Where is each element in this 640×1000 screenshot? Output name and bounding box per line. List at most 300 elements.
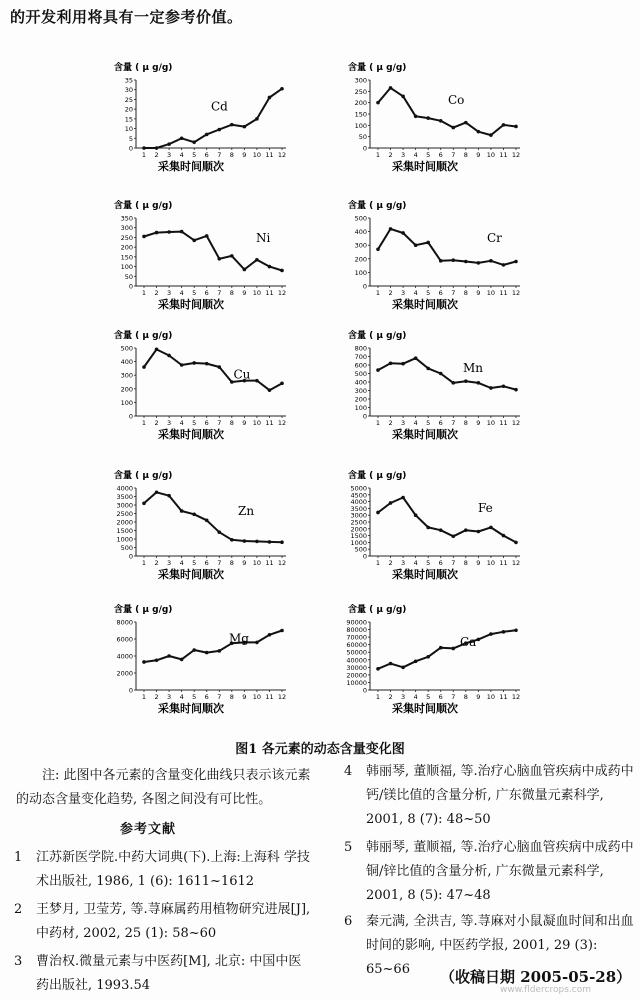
- chart-svg: [96, 600, 296, 720]
- data-point: [514, 388, 518, 392]
- data-point: [268, 633, 272, 637]
- chart-cr: [330, 196, 530, 316]
- x-tick-label: 6: [204, 289, 209, 297]
- chart-mn: [330, 326, 530, 446]
- x-axis-title: 采集时间顺次: [392, 160, 458, 173]
- y-tick-label: 200: [120, 385, 133, 394]
- chart-cu: [96, 326, 296, 446]
- x-tick-label: 7: [217, 693, 222, 701]
- x-tick-label: 4: [413, 559, 418, 567]
- x-tick-label: 2: [154, 559, 159, 567]
- data-point: [268, 96, 272, 100]
- element-label: Mg: [229, 631, 249, 646]
- y-tick-label: 20: [124, 105, 133, 114]
- series-line: [144, 492, 282, 542]
- x-tick-label: 7: [451, 419, 456, 427]
- data-point: [477, 638, 481, 642]
- reference-text: 秦元满, 全洪吉, 等.荨麻对小鼠凝血时间和出血时间的影响, 中医药学报, 2001, 29 (3): 65~66: [366, 914, 634, 977]
- figure-caption: 图1 各元素的动态含量变化图: [235, 742, 405, 757]
- y-tick-label: 300: [120, 224, 133, 233]
- x-tick-label: 1: [375, 693, 381, 701]
- x-tick-label: 1: [375, 289, 381, 297]
- data-point: [439, 646, 443, 650]
- reference-text: 韩丽琴, 董顺福, 等.治疗心脑血管疾病中成药中铜/锌比值的含量分析, 广东微量元素科学, 2001, 8 (5): 47~48: [366, 840, 634, 903]
- x-axis-title: 采集时间顺次: [158, 702, 224, 715]
- x-tick-label: 9: [242, 289, 247, 297]
- y-tick-label: 20000: [346, 671, 367, 680]
- x-tick-label: 12: [277, 289, 287, 297]
- x-tick-label: 1: [141, 151, 147, 159]
- data-point: [477, 530, 481, 534]
- x-tick-label: 6: [204, 693, 209, 701]
- x-tick-label: 11: [499, 151, 508, 159]
- y-tick-label: 35: [124, 76, 133, 85]
- x-tick-label: 9: [242, 559, 247, 567]
- x-tick-label: 3: [401, 693, 406, 701]
- data-point: [180, 363, 184, 367]
- data-point: [205, 133, 209, 137]
- data-point: [192, 140, 196, 144]
- data-point: [489, 259, 493, 263]
- reference-text: 曹治权.微量元素与中医药[M], 北京: 中国中医药出版社, 1993.54: [36, 954, 302, 993]
- x-tick-label: 9: [476, 289, 481, 297]
- y-axis-title: 含量 ( μ g/g): [114, 201, 173, 211]
- data-point: [230, 123, 234, 127]
- data-point: [192, 361, 196, 365]
- data-point: [376, 368, 380, 372]
- x-tick-label: 11: [265, 289, 274, 297]
- chart-svg: [96, 466, 296, 586]
- y-tick-label: 0: [362, 282, 367, 291]
- x-tick-label: 5: [426, 151, 431, 159]
- reference-number: 3: [14, 954, 23, 969]
- y-tick-label: 30: [124, 86, 133, 95]
- series-line: [378, 630, 516, 669]
- data-point: [268, 388, 272, 392]
- x-tick-label: 10: [252, 419, 262, 427]
- data-point: [414, 659, 418, 663]
- y-tick-label: 2000: [116, 669, 133, 678]
- y-tick-label: 0: [362, 552, 367, 561]
- chart-svg: [96, 326, 296, 446]
- figure-note: 注: 此图中各元素的含量变化曲线只表示该元素的动态含量变化趋势, 各图之间没有可比性。: [16, 768, 311, 807]
- data-point: [426, 526, 430, 530]
- x-tick-label: 8: [229, 559, 234, 567]
- data-point: [230, 254, 234, 258]
- data-point: [426, 367, 430, 371]
- x-tick-label: 3: [167, 289, 172, 297]
- x-tick-label: 6: [438, 559, 443, 567]
- axes: [370, 348, 520, 416]
- data-point: [514, 541, 518, 545]
- x-tick-label: 10: [252, 151, 262, 159]
- y-tick-label: 50: [124, 272, 133, 281]
- y-tick-label: 4000: [116, 652, 133, 661]
- data-point: [464, 260, 468, 264]
- x-tick-label: 7: [217, 419, 222, 427]
- data-point: [389, 227, 393, 231]
- element-label: Ni: [256, 230, 271, 245]
- data-point: [255, 641, 259, 645]
- x-tick-label: 6: [204, 151, 209, 159]
- y-axis-title: 含量 ( μ g/g): [348, 331, 407, 341]
- data-point: [180, 509, 184, 513]
- data-point: [401, 95, 405, 99]
- x-tick-label: 6: [204, 419, 209, 427]
- chart-co: [330, 58, 530, 178]
- reference-item: [14, 846, 314, 894]
- data-point: [142, 660, 146, 664]
- data-point: [451, 647, 455, 651]
- reference-text: 江苏新医学院.中药大词典(下).上海:上海科 学技术出版社, 1986, 1 (6): 1611~1612: [36, 850, 310, 889]
- y-tick-label: 1000: [350, 538, 367, 547]
- x-tick-label: 1: [375, 419, 381, 427]
- data-point: [514, 260, 518, 264]
- chart-fe: [330, 466, 530, 586]
- data-point: [489, 133, 493, 137]
- data-point: [401, 362, 405, 366]
- data-point: [489, 526, 493, 530]
- y-tick-label: 400: [354, 228, 367, 237]
- x-tick-label: 9: [476, 559, 481, 567]
- y-tick-label: 0: [128, 552, 133, 561]
- data-point: [280, 269, 284, 273]
- x-tick-label: 10: [486, 693, 496, 701]
- x-tick-label: 5: [192, 559, 197, 567]
- y-axis-title: 含量 ( μ g/g): [348, 201, 407, 211]
- data-point: [439, 372, 443, 376]
- axes: [136, 218, 286, 286]
- data-point: [414, 114, 418, 118]
- x-tick-label: 3: [401, 151, 406, 159]
- x-tick-label: 4: [179, 419, 184, 427]
- data-point: [502, 630, 506, 634]
- x-tick-label: 6: [204, 559, 209, 567]
- y-tick-label: 100: [354, 268, 367, 277]
- data-point: [477, 130, 481, 134]
- element-label: Mn: [463, 360, 484, 375]
- data-point: [376, 247, 380, 251]
- x-tick-label: 9: [476, 419, 481, 427]
- reference-text: 王梦月, 卫莹芳, 等.荨麻属药用植物研究进展[J], 中药材, 2002, 25 (1): 58~60: [36, 902, 311, 941]
- data-point: [489, 386, 493, 390]
- y-axis-title: 含量 ( μ g/g): [348, 605, 407, 615]
- x-tick-label: 2: [154, 289, 159, 297]
- y-tick-label: 100: [120, 263, 133, 272]
- x-tick-label: 10: [486, 419, 496, 427]
- y-tick-label: 3500: [350, 504, 367, 513]
- data-point: [243, 539, 247, 543]
- data-point: [255, 379, 259, 383]
- x-tick-label: 11: [499, 419, 508, 427]
- y-tick-label: 300: [354, 241, 367, 250]
- data-point: [230, 538, 234, 542]
- x-axis-title: 采集时间顺次: [392, 702, 458, 715]
- data-point: [502, 384, 506, 388]
- element-label: Fe: [478, 500, 493, 515]
- x-tick-label: 8: [463, 693, 468, 701]
- y-tick-label: 40000: [346, 656, 367, 665]
- x-tick-label: 4: [179, 151, 184, 159]
- x-axis-title: 采集时间顺次: [392, 428, 458, 441]
- x-tick-label: 5: [192, 693, 197, 701]
- data-point: [155, 490, 159, 494]
- y-tick-label: 2500: [116, 510, 133, 518]
- y-tick-label: 1500: [350, 532, 367, 541]
- data-point: [514, 629, 518, 633]
- x-tick-label: 10: [252, 289, 262, 297]
- chart-svg: [330, 466, 530, 586]
- data-point: [280, 382, 284, 386]
- y-tick-label: 200: [120, 243, 133, 252]
- data-point: [464, 528, 468, 532]
- x-tick-label: 3: [167, 693, 172, 701]
- y-axis-title: 含量 ( μ g/g): [348, 63, 407, 73]
- y-tick-label: 50: [358, 133, 367, 142]
- y-tick-label: 5: [128, 134, 133, 143]
- data-point: [205, 519, 209, 523]
- data-point: [180, 136, 184, 140]
- y-tick-label: 100: [120, 398, 133, 407]
- axes: [136, 80, 286, 148]
- y-tick-label: 150: [120, 253, 133, 262]
- y-tick-label: 250: [120, 233, 133, 242]
- x-tick-label: 10: [486, 559, 496, 567]
- data-point: [401, 231, 405, 235]
- x-tick-label: 12: [277, 419, 287, 427]
- data-point: [389, 501, 393, 505]
- data-point: [414, 356, 418, 360]
- x-tick-label: 1: [141, 419, 147, 427]
- chart-svg: [330, 58, 530, 178]
- x-tick-label: 6: [438, 419, 443, 427]
- y-tick-label: 4000: [116, 484, 133, 493]
- x-tick-label: 2: [388, 151, 393, 159]
- reference-item: [344, 760, 634, 832]
- data-point: [255, 117, 259, 121]
- data-point: [217, 128, 221, 132]
- x-tick-label: 3: [401, 419, 406, 427]
- x-axis-title: 采集时间顺次: [158, 568, 224, 581]
- y-tick-label: 100: [354, 404, 367, 412]
- x-axis-title: 采集时间顺次: [392, 568, 458, 581]
- x-tick-label: 12: [277, 151, 287, 159]
- y-tick-label: 300: [120, 371, 133, 380]
- x-tick-label: 10: [252, 693, 262, 701]
- reference-number: 4: [344, 764, 353, 779]
- x-tick-label: 5: [426, 693, 431, 701]
- x-tick-label: 2: [388, 289, 393, 297]
- series-line: [144, 349, 282, 390]
- x-tick-label: 10: [252, 559, 262, 567]
- x-tick-label: 2: [388, 693, 393, 701]
- element-label: Ca: [460, 634, 477, 649]
- data-point: [426, 655, 430, 659]
- watermark: www.fldercrops.com: [500, 985, 591, 995]
- y-tick-label: 15: [124, 115, 133, 124]
- data-point: [205, 234, 209, 238]
- y-tick-label: 5000: [350, 484, 367, 493]
- x-tick-label: 5: [426, 289, 431, 297]
- x-tick-label: 1: [375, 559, 381, 567]
- x-tick-label: 7: [217, 559, 222, 567]
- element-label: Cr: [487, 230, 502, 245]
- data-point: [464, 379, 468, 383]
- data-point: [268, 265, 272, 269]
- data-point: [514, 125, 518, 129]
- x-tick-label: 2: [154, 693, 159, 701]
- x-tick-label: 2: [154, 151, 159, 159]
- axes: [136, 488, 286, 556]
- data-point: [389, 662, 393, 666]
- y-tick-label: 200: [354, 99, 367, 108]
- y-tick-label: 2000: [116, 518, 133, 527]
- data-point: [142, 502, 146, 506]
- y-tick-label: 0: [128, 412, 133, 421]
- y-tick-label: 6000: [116, 635, 133, 644]
- data-point: [414, 513, 418, 517]
- data-point: [401, 666, 405, 670]
- chart-svg: [330, 326, 530, 446]
- x-tick-label: 1: [141, 693, 147, 701]
- x-tick-label: 12: [277, 693, 287, 701]
- y-tick-label: 0: [128, 282, 133, 291]
- x-tick-label: 2: [388, 419, 393, 427]
- data-point: [167, 494, 171, 498]
- data-point: [414, 243, 418, 247]
- data-point: [376, 667, 380, 671]
- data-point: [167, 654, 171, 658]
- x-tick-label: 11: [265, 693, 274, 701]
- x-axis-title: 采集时间顺次: [392, 298, 458, 311]
- x-tick-label: 12: [511, 419, 521, 427]
- x-tick-label: 7: [451, 289, 456, 297]
- x-tick-label: 12: [511, 151, 521, 159]
- chart-ni: [96, 196, 296, 316]
- data-point: [376, 101, 380, 105]
- data-point: [155, 658, 159, 662]
- x-tick-label: 5: [192, 289, 197, 297]
- chart-svg: [330, 196, 530, 316]
- x-tick-label: 11: [265, 559, 274, 567]
- data-point: [389, 362, 393, 366]
- y-tick-label: 600: [354, 361, 367, 370]
- chart-zn: [96, 466, 296, 586]
- y-tick-label: 500: [120, 544, 133, 552]
- references-title: 参考文献: [120, 822, 177, 837]
- data-point: [155, 231, 159, 235]
- data-point: [439, 259, 443, 263]
- y-tick-label: 150: [354, 110, 367, 119]
- data-point: [155, 348, 159, 352]
- y-tick-label: 400: [120, 358, 133, 367]
- data-point: [255, 540, 259, 544]
- y-tick-label: 0: [128, 686, 133, 695]
- data-point: [217, 649, 221, 653]
- chart-ca: [330, 600, 530, 720]
- y-tick-label: 200: [354, 255, 367, 264]
- data-point: [268, 540, 272, 544]
- axes: [136, 348, 286, 416]
- chart-mg: [96, 600, 296, 720]
- reference-item: [14, 898, 314, 946]
- y-axis-title: 含量 ( μ g/g): [114, 331, 173, 341]
- top-text: 的开发利用将具有一定参考价值。: [10, 8, 243, 26]
- x-tick-label: 11: [265, 151, 274, 159]
- x-tick-label: 8: [229, 419, 234, 427]
- x-tick-label: 4: [179, 693, 184, 701]
- axes: [136, 622, 286, 690]
- y-tick-label: 500: [354, 370, 367, 378]
- y-tick-label: 0: [128, 144, 133, 153]
- x-tick-label: 9: [476, 693, 481, 701]
- y-tick-label: 10: [124, 125, 133, 134]
- x-tick-label: 3: [401, 289, 406, 297]
- x-tick-label: 4: [413, 693, 418, 701]
- x-tick-label: 1: [141, 289, 147, 297]
- axes: [370, 218, 520, 286]
- y-tick-label: 3000: [350, 511, 367, 520]
- y-tick-label: 10000: [346, 678, 367, 687]
- x-tick-label: 8: [229, 151, 234, 159]
- y-tick-label: 800: [354, 344, 367, 353]
- x-tick-label: 6: [438, 289, 443, 297]
- x-tick-label: 8: [229, 693, 234, 701]
- y-tick-label: 500: [120, 344, 133, 353]
- x-tick-label: 9: [242, 693, 247, 701]
- x-tick-label: 12: [511, 559, 521, 567]
- data-point: [243, 125, 247, 129]
- series-line: [378, 498, 516, 543]
- x-tick-label: 7: [451, 693, 456, 701]
- y-tick-label: 25: [124, 95, 133, 104]
- data-point: [142, 146, 146, 150]
- x-tick-label: 12: [511, 289, 521, 297]
- y-axis-title: 含量 ( μ g/g): [114, 471, 173, 481]
- x-tick-label: 11: [499, 559, 508, 567]
- y-axis-title: 含量 ( μ g/g): [114, 605, 173, 615]
- data-point: [451, 534, 455, 538]
- data-point: [180, 230, 184, 234]
- y-tick-label: 200: [354, 395, 367, 404]
- x-axis-title: 采集时间顺次: [158, 160, 224, 173]
- data-point: [180, 658, 184, 662]
- x-tick-label: 4: [413, 289, 418, 297]
- series-line: [144, 631, 282, 663]
- y-tick-label: 0: [362, 144, 367, 153]
- element-label: Zn: [238, 504, 255, 519]
- x-tick-label: 1: [375, 151, 381, 159]
- y-tick-label: 50000: [346, 648, 367, 657]
- data-point: [205, 651, 209, 655]
- series-line: [378, 358, 516, 389]
- y-tick-label: 100: [354, 121, 367, 130]
- x-tick-label: 4: [179, 559, 184, 567]
- x-tick-label: 7: [217, 151, 222, 159]
- y-tick-label: 400: [354, 378, 367, 387]
- y-tick-label: 250: [354, 87, 367, 96]
- data-point: [464, 121, 468, 125]
- x-tick-label: 11: [499, 693, 508, 701]
- data-point: [217, 365, 221, 369]
- reference-item: [344, 836, 634, 908]
- data-point: [243, 268, 247, 272]
- element-label: Co: [448, 92, 465, 107]
- y-tick-label: 70000: [346, 633, 367, 642]
- x-tick-label: 9: [242, 419, 247, 427]
- data-point: [451, 258, 455, 262]
- x-tick-label: 4: [179, 289, 184, 297]
